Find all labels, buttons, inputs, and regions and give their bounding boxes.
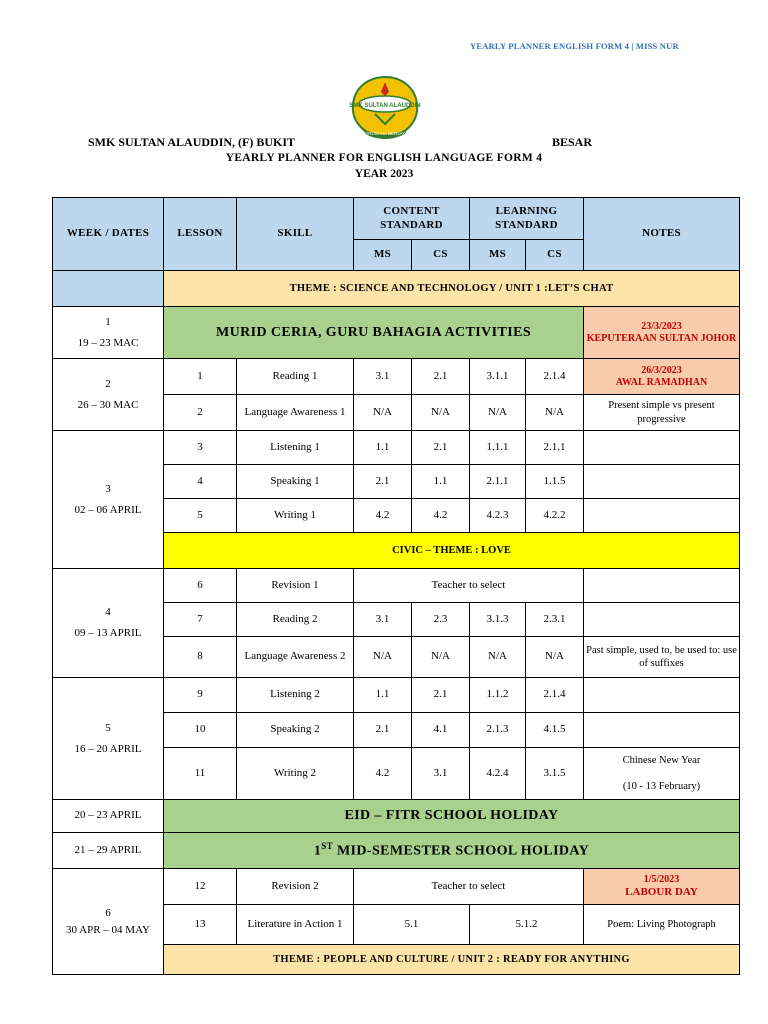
learning-cs: 3.1.5 xyxy=(526,748,584,800)
content-ms: 1.1 xyxy=(354,431,412,465)
content-standard-merged: 5.1 xyxy=(354,905,470,945)
teacher-select: Teacher to select xyxy=(354,869,584,905)
lesson-notes xyxy=(584,713,740,748)
content-cs: 2.3 xyxy=(412,603,470,637)
content-ms: 3.1 xyxy=(354,603,412,637)
lesson-number: 4 xyxy=(164,465,237,499)
header-content-cs: CS xyxy=(412,240,470,271)
note-holiday xyxy=(584,307,740,359)
learning-cs: 2.3.1 xyxy=(526,603,584,637)
svg-text:SMK SULTAN ALAUDDIN: SMK SULTAN ALAUDDIN xyxy=(349,103,421,109)
note-text: KEPUTERAAN SULTAN JOHOR xyxy=(586,332,737,344)
learning-ms: N/A xyxy=(470,395,526,431)
content-ms: 4.2 xyxy=(354,499,412,533)
lesson-skill: Writing 2 xyxy=(237,748,354,800)
lesson-number: 13 xyxy=(164,905,237,945)
lesson-notes xyxy=(584,678,740,713)
learning-ms: 2.1.1 xyxy=(470,465,526,499)
content-cs: 4.1 xyxy=(412,713,470,748)
banner-number: 1 xyxy=(313,843,322,859)
week-number: 6 xyxy=(105,907,111,919)
learning-ms: 1.1.1 xyxy=(470,431,526,465)
header-note: YEARLY PLANNER ENGLISH FORM 4 | MISS NUR xyxy=(470,41,679,51)
week-dates: 30 APR – 04 MAY xyxy=(66,923,150,936)
lesson-skill: Revision 1 xyxy=(237,569,354,603)
lesson-skill: Speaking 2 xyxy=(237,713,354,748)
header-content-ms: MS xyxy=(354,240,412,271)
week-4-cell xyxy=(53,569,164,678)
week-number: 2 xyxy=(105,377,111,390)
eid-holiday-banner: EID – FITR SCHOOL HOLIDAY xyxy=(164,800,740,833)
lesson-notes xyxy=(584,748,740,800)
lesson-number: 8 xyxy=(164,637,237,678)
lesson-skill: Listening 2 xyxy=(237,678,354,713)
learning-cs: N/A xyxy=(526,637,584,678)
lesson-number: 10 xyxy=(164,713,237,748)
learning-cs: 4.2.2 xyxy=(526,499,584,533)
lesson-notes: Past simple, used to, be used to: use of suffixes xyxy=(584,637,740,678)
learning-cs: N/A xyxy=(526,395,584,431)
lesson-number: 11 xyxy=(164,748,237,800)
lesson-skill: Listening 1 xyxy=(237,431,354,465)
note-line: Chinese New Year xyxy=(622,754,701,766)
teacher-select: Teacher to select xyxy=(354,569,584,603)
school-logo xyxy=(345,74,425,144)
lesson-skill: Revision 2 xyxy=(237,869,354,905)
header-notes: NOTES xyxy=(584,198,740,271)
learning-standard-merged: 5.1.2 xyxy=(470,905,584,945)
lesson-skill: Language Awareness 1 xyxy=(237,395,354,431)
learning-ms: 3.1.1 xyxy=(470,359,526,395)
note-text: AWAL RAMADHAN xyxy=(615,376,708,388)
week-number: 3 xyxy=(105,482,111,495)
week-3-cell xyxy=(53,431,164,569)
learning-cs: 2.1.1 xyxy=(526,431,584,465)
theme-row-1: THEME : SCIENCE AND TECHNOLOGY / UNIT 1 :LET’S CHAT xyxy=(164,271,740,307)
header-learning-ms: MS xyxy=(470,240,526,271)
holiday-dates: 21 – 29 APRIL xyxy=(53,833,164,869)
week-2-cell xyxy=(53,359,164,431)
week-5-cell xyxy=(53,678,164,800)
learning-cs: 2.1.4 xyxy=(526,678,584,713)
learning-ms: 2.1.3 xyxy=(470,713,526,748)
content-cs: 4.2 xyxy=(412,499,470,533)
content-cs: 1.1 xyxy=(412,465,470,499)
lesson-notes xyxy=(584,431,740,465)
note-date: 23/3/2023 xyxy=(641,320,682,332)
lesson-skill: Literature in Action 1 xyxy=(237,905,354,945)
lesson-skill: Reading 2 xyxy=(237,603,354,637)
content-ms: 3.1 xyxy=(354,359,412,395)
note-holiday xyxy=(584,869,740,905)
banner-text: MID-SEMESTER SCHOOL HOLIDAY xyxy=(333,843,590,859)
theme-row-2: THEME : PEOPLE AND CULTURE / UNIT 2 : READY FOR ANYTHING xyxy=(164,945,740,975)
civic-theme-row: CIVIC – THEME : LOVE xyxy=(164,533,740,569)
lesson-number: 2 xyxy=(164,395,237,431)
lesson-notes: Poem: Living Photograph xyxy=(584,905,740,945)
yearly-planner-table xyxy=(52,197,740,975)
school-name-left: SMK SULTAN ALAUDDIN, (F) BUKIT xyxy=(88,135,296,149)
lesson-skill: Reading 1 xyxy=(237,359,354,395)
content-cs: N/A xyxy=(412,637,470,678)
week-dates: 16 – 20 APRIL xyxy=(74,742,142,755)
content-cs: 2.1 xyxy=(412,431,470,465)
school-name-right: BESAR xyxy=(552,135,593,149)
content-ms: 2.1 xyxy=(354,713,412,748)
lesson-number: 5 xyxy=(164,499,237,533)
lesson-number: 7 xyxy=(164,603,237,637)
learning-cs: 2.1.4 xyxy=(526,359,584,395)
learning-cs: 1.1.5 xyxy=(526,465,584,499)
week-dates: 09 – 13 APRIL xyxy=(74,627,142,639)
week-6-cell xyxy=(53,869,164,975)
note-date: 1/5/2023 xyxy=(643,873,680,885)
header-week-fill xyxy=(53,271,164,307)
note-holiday xyxy=(584,359,740,395)
mid-semester-holiday-banner xyxy=(164,833,740,869)
content-cs: N/A xyxy=(412,395,470,431)
lesson-notes: Present simple vs present progressive xyxy=(584,395,740,431)
lesson-number: 9 xyxy=(164,678,237,713)
lesson-number: 12 xyxy=(164,869,237,905)
header-week: WEEK / DATES xyxy=(53,198,164,271)
document-year: YEAR 2023 xyxy=(354,168,414,180)
content-ms: 4.2 xyxy=(354,748,412,800)
learning-ms: N/A xyxy=(470,637,526,678)
header-lesson: LESSON xyxy=(164,198,237,271)
week-number: 1 xyxy=(105,315,111,328)
lesson-number: 3 xyxy=(164,431,237,465)
note-line: (10 - 13 February) xyxy=(622,781,701,793)
content-cs: 3.1 xyxy=(412,748,470,800)
learning-cs: 4.1.5 xyxy=(526,713,584,748)
holiday-dates: 20 – 23 APRIL xyxy=(53,800,164,833)
header-learning-standard: LEARNING STANDARD xyxy=(470,198,584,240)
svg-text:BERUSAHA BERJAYA: BERUSAHA BERJAYA xyxy=(362,131,408,136)
lesson-notes xyxy=(584,569,740,603)
note-text: LABOUR DAY xyxy=(625,885,698,898)
week-dates: 19 – 23 MAC xyxy=(77,336,139,349)
document-title: YEARLY PLANNER FOR ENGLISH LANGUAGE FORM 4 xyxy=(225,152,543,164)
header-skill: SKILL xyxy=(237,198,354,271)
lesson-skill: Writing 1 xyxy=(237,499,354,533)
learning-ms: 4.2.4 xyxy=(470,748,526,800)
note-date: 26/3/2023 xyxy=(641,364,682,376)
activity-banner: MURID CERIA, GURU BAHAGIA ACTIVITIES xyxy=(164,307,584,359)
header-learning-cs: CS xyxy=(526,240,584,271)
content-ms: 2.1 xyxy=(354,465,412,499)
lesson-notes xyxy=(584,499,740,533)
lesson-notes xyxy=(584,465,740,499)
header-content-standard: CONTENT STANDARD xyxy=(354,198,470,240)
week-dates: 26 – 30 MAC xyxy=(77,398,139,411)
lesson-skill: Speaking 1 xyxy=(237,465,354,499)
lesson-skill: Language Awareness 2 xyxy=(237,637,354,678)
banner-superscript: ST xyxy=(321,840,334,851)
content-cs: 2.1 xyxy=(412,678,470,713)
learning-ms: 4.2.3 xyxy=(470,499,526,533)
learning-ms: 3.1.3 xyxy=(470,603,526,637)
lesson-number: 6 xyxy=(164,569,237,603)
lesson-notes xyxy=(584,603,740,637)
content-ms: N/A xyxy=(354,637,412,678)
content-ms: 1.1 xyxy=(354,678,412,713)
learning-ms: 1.1.2 xyxy=(470,678,526,713)
week-number: 5 xyxy=(105,721,111,734)
lesson-number: 1 xyxy=(164,359,237,395)
content-cs: 2.1 xyxy=(412,359,470,395)
week-number: 4 xyxy=(105,606,111,619)
week-1-cell xyxy=(53,307,164,359)
week-dates: 02 – 06 APRIL xyxy=(74,503,142,516)
content-ms: N/A xyxy=(354,395,412,431)
